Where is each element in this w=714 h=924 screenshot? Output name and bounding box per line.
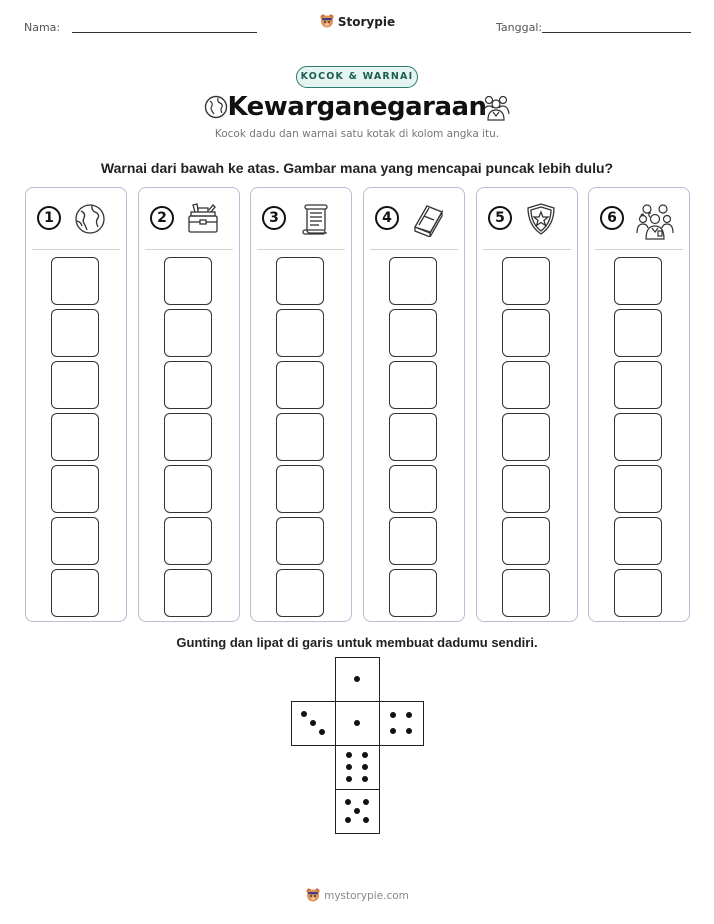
dice-pip <box>354 808 360 814</box>
color-box[interactable] <box>164 569 212 617</box>
community-people-icon <box>635 201 671 237</box>
column-3 <box>250 187 352 622</box>
dice-face-5 <box>335 789 380 834</box>
column-2 <box>138 187 240 622</box>
instruction-text: Warnai dari bawah ke atas. Gambar mana yang mencapai puncak lebih dulu? <box>100 160 614 176</box>
color-box[interactable] <box>51 361 99 409</box>
book-icon <box>410 201 446 237</box>
color-box[interactable] <box>614 465 662 513</box>
page-title: Kewarganegaraan <box>227 92 487 122</box>
color-box[interactable] <box>389 257 437 305</box>
dice-pip <box>406 728 412 734</box>
color-box[interactable] <box>51 569 99 617</box>
column-number: 5 <box>488 206 512 230</box>
color-box[interactable] <box>502 413 550 461</box>
color-box[interactable] <box>164 257 212 305</box>
color-box[interactable] <box>276 569 324 617</box>
dice-face-1 <box>335 701 380 746</box>
dice-pip <box>406 712 412 718</box>
dice-face-4 <box>379 701 424 746</box>
color-box[interactable] <box>614 413 662 461</box>
color-box[interactable] <box>164 465 212 513</box>
dice-pip <box>363 799 369 805</box>
dice-pip <box>390 728 396 734</box>
column-divider <box>483 249 571 250</box>
column-divider <box>257 249 345 250</box>
toolbox-icon <box>185 201 221 237</box>
activity-badge: KOCOK & WARNAI <box>296 66 418 88</box>
color-box[interactable] <box>502 361 550 409</box>
color-box[interactable] <box>614 569 662 617</box>
dice-pip <box>345 799 351 805</box>
column-divider <box>32 249 120 250</box>
footer-url[interactable]: mystorypie.com <box>324 890 409 902</box>
column-5 <box>476 187 578 622</box>
name-label: Nama: <box>24 21 61 34</box>
date-line[interactable] <box>542 32 691 33</box>
color-box[interactable] <box>614 257 662 305</box>
color-box[interactable] <box>502 309 550 357</box>
color-box[interactable] <box>51 309 99 357</box>
bear-logo-icon <box>319 13 335 29</box>
dice-pip <box>310 720 316 726</box>
column-number: 6 <box>600 206 624 230</box>
globe-icon <box>72 201 108 237</box>
column-number: 2 <box>150 206 174 230</box>
dice-pip <box>319 729 325 735</box>
dice-pip <box>390 712 396 718</box>
dice-pip <box>362 764 368 770</box>
people-title-icon <box>480 92 512 122</box>
dice-pip <box>354 720 360 726</box>
column-4 <box>363 187 465 622</box>
scroll-icon <box>297 201 333 237</box>
name-line[interactable] <box>72 32 257 33</box>
color-box[interactable] <box>276 413 324 461</box>
column-divider <box>370 249 458 250</box>
color-box[interactable] <box>276 257 324 305</box>
color-box[interactable] <box>389 517 437 565</box>
dice-pip <box>346 752 352 758</box>
brand-logo <box>0 13 714 29</box>
date-label: Tanggal: <box>496 21 543 34</box>
column-6 <box>588 187 690 622</box>
footer <box>0 887 714 903</box>
dice-pip <box>362 752 368 758</box>
color-box[interactable] <box>389 465 437 513</box>
color-box[interactable] <box>51 413 99 461</box>
color-box[interactable] <box>164 517 212 565</box>
dice-pip <box>362 776 368 782</box>
color-box[interactable] <box>276 517 324 565</box>
color-box[interactable] <box>389 413 437 461</box>
dice-pip <box>345 817 351 823</box>
dice-face-6 <box>335 745 380 790</box>
dice-pip <box>346 764 352 770</box>
cut-instruction: Gunting dan lipat di garis untuk membuat dadumu sendiri. <box>176 635 538 650</box>
color-box[interactable] <box>502 569 550 617</box>
color-box[interactable] <box>51 517 99 565</box>
color-box[interactable] <box>389 569 437 617</box>
dice-pip <box>363 817 369 823</box>
column-number: 3 <box>262 206 286 230</box>
color-box[interactable] <box>164 309 212 357</box>
color-box[interactable] <box>614 361 662 409</box>
column-divider <box>145 249 233 250</box>
dice-pip <box>354 676 360 682</box>
color-box[interactable] <box>51 465 99 513</box>
dice-face-1 <box>335 657 380 702</box>
shield-star-icon <box>523 201 559 237</box>
color-box[interactable] <box>164 361 212 409</box>
color-box[interactable] <box>502 257 550 305</box>
color-box[interactable] <box>502 517 550 565</box>
color-box[interactable] <box>389 361 437 409</box>
color-box[interactable] <box>389 309 437 357</box>
color-box[interactable] <box>502 465 550 513</box>
color-box[interactable] <box>276 361 324 409</box>
dice-face-3 <box>291 701 336 746</box>
column-number: 1 <box>37 206 61 230</box>
color-box[interactable] <box>51 257 99 305</box>
column-number: 4 <box>375 206 399 230</box>
column-divider <box>595 249 683 250</box>
color-box[interactable] <box>276 465 324 513</box>
color-box[interactable] <box>276 309 324 357</box>
column-1 <box>25 187 127 622</box>
dice-pip <box>301 711 307 717</box>
brand-name: Storypie <box>337 15 396 29</box>
color-box[interactable] <box>164 413 212 461</box>
page-subtitle: Kocok dadu dan warnai satu kotak di kolom angka itu. <box>214 128 500 140</box>
color-box[interactable] <box>614 517 662 565</box>
dice-pip <box>346 776 352 782</box>
bear-footer-icon <box>305 887 321 903</box>
color-box[interactable] <box>614 309 662 357</box>
